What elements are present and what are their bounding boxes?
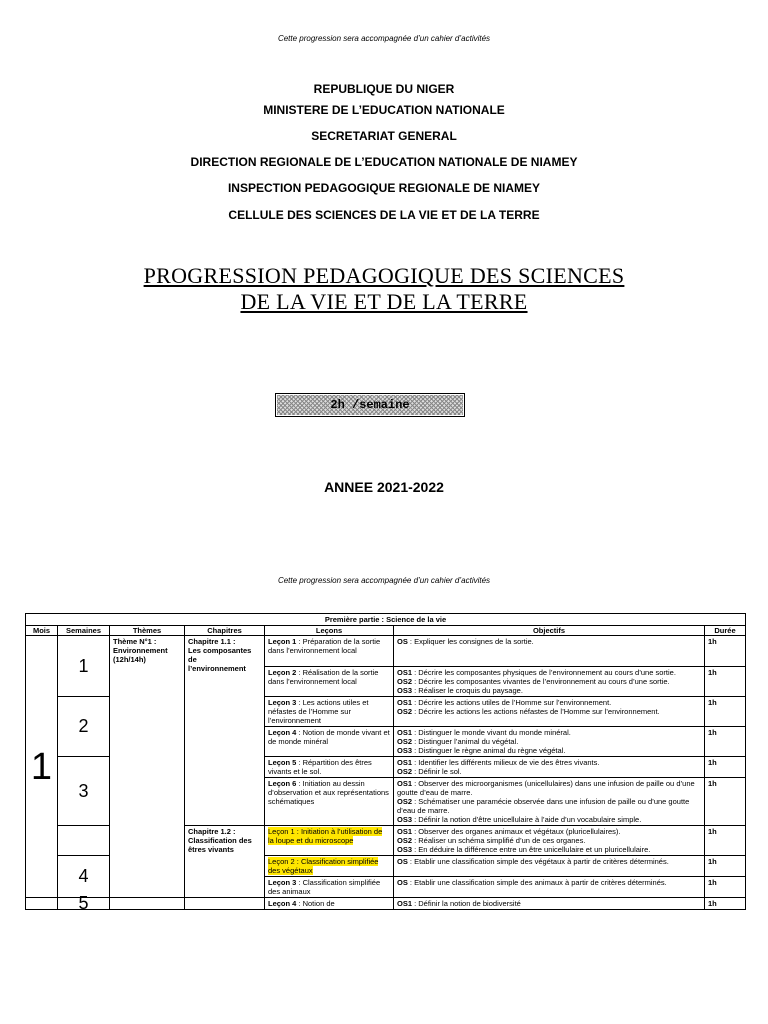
chapter-label: Chapitre 1.2 : [188, 827, 236, 836]
header-inspection: INSPECTION PEDAGOGIQUE REGIONALE DE NIAMEY [227, 181, 541, 195]
chapter-name-cont: l’environnement [188, 664, 246, 673]
chapter-cell-empty [185, 898, 265, 910]
lesson-cell: Leçon 3 : Les actions utiles et néfastes de l’Homme sur l’environnement [265, 697, 394, 727]
objectives-cell: OS1 : Décrire les actions utiles de l’Homme sur l’environnement. OS2 : Décrire les actions les actions néfastes de l’Homme sur l’environnement. [394, 697, 705, 727]
theme-hours: (12h/14h) [113, 655, 146, 664]
lesson-cell: Leçon 4 : Notion de [265, 898, 394, 910]
hours-per-week-box [275, 393, 465, 417]
lesson-cell: Leçon 1 : Préparation de la sortie dans l’environnement local [265, 636, 394, 667]
objectives-cell: OS1 : Distinguer le monde vivant du monde minéral. OS2 : Distinguer l’animal du végétal. OS3 : Distinguer le règne animal du règne végétal. [394, 727, 705, 757]
week-cell: 3 [58, 757, 110, 826]
week-cell-empty [58, 826, 110, 856]
chapter-cell [185, 636, 265, 697]
objectives-cell: OS : Etablir une classification simple des végétaux à partir de critères déterminés. [394, 856, 705, 877]
objectives-cell: OS1 : Observer des microorganismes (unicellulaires) dans une infusion de paille ou d’une goutte d’eau de marre. OS2 : Schématiser une paramécie observée dans une infusion de paille ou d’une goutte d’eau de marre. OS3 : Définir la notion d’être unicellulaire à l’aide d’un vocabulaire simple. [394, 778, 705, 826]
chapter-name: Les composantes de [188, 646, 252, 664]
objectives-cell: OS1 : Décrire les composantes physiques de l’environnement au cours d’une sortie. OS2 : Décrire les composantes vivantes de l’environnement au cours d’une sortie. OS3 : Réaliser le croquis du paysage. [394, 667, 705, 697]
col-header-themes: Thèmes [110, 626, 185, 636]
lesson-cell: Leçon 6 : Initiation au dessin d’observation et aux représentations schématiques [265, 778, 394, 826]
lesson-cell: Leçon 4 : Notion de monde vivant et de monde minéral [265, 727, 394, 757]
duration-cell: 1h [705, 778, 746, 826]
lesson-cell [265, 826, 394, 856]
objectives-cell: OS : Expliquer les consignes de la sortie. [394, 636, 705, 667]
duration-cell: 1h [705, 826, 746, 856]
document-title-line1: PROGRESSION PEDAGOGIQUE DES SCIENCES [143, 263, 625, 288]
activity-note-top: Cette progression sera accompagnée d’un cahier d’activités [277, 34, 491, 43]
theme-name: Environnement [113, 646, 168, 655]
theme-cell [110, 636, 185, 898]
duration-cell: 1h [705, 697, 746, 727]
month-cell: 1 [26, 636, 58, 898]
chapter-cell-empty [185, 697, 265, 826]
duration-cell: 1h [705, 757, 746, 778]
lesson-cell: Leçon 5 : Répartition des êtres vivants et le sol. [265, 757, 394, 778]
objectives-cell: OS1 : Définir la notion de biodiversité [394, 898, 705, 910]
week-cell: 5 [58, 898, 110, 910]
duration-cell: 1h [705, 667, 746, 697]
table-row [26, 898, 746, 910]
lesson-cell: Leçon 3 : Classification simplifiée des animaux [265, 877, 394, 898]
duration-cell: 1h [705, 856, 746, 877]
chapter-cell [185, 826, 265, 898]
document-title-line2: DE LA VIE ET DE LA TERRE [240, 289, 528, 314]
objectives-cell: OS : Etablir une classification simple des animaux à partir de critères déterminés. [394, 877, 705, 898]
header-secretariat: SECRETARIAT GENERAL [311, 129, 457, 143]
month-cell-empty [26, 898, 58, 910]
progression-table [25, 613, 746, 913]
chapter-name: Classification des êtres vivants [188, 836, 252, 854]
highlighted-lesson: Leçon 1 : Initiation à l’utilisation de la loupe et du microscope [268, 827, 383, 845]
table-row [26, 636, 746, 667]
chapter-label: Chapitre 1.1 : [188, 637, 236, 646]
week-cell: 2 [58, 697, 110, 757]
week-cell: 1 [58, 636, 110, 697]
week-cell: 4 [58, 856, 110, 898]
duration-cell: 1h [705, 898, 746, 910]
table-header-row [26, 626, 746, 636]
col-header-chapitres: Chapitres [185, 626, 265, 636]
lesson-cell [265, 856, 394, 877]
header-ministry: MINISTERE DE L’EDUCATION NATIONALE [263, 103, 505, 117]
duration-cell: 1h [705, 877, 746, 898]
header-direction: DIRECTION REGIONALE DE L’EDUCATION NATIONALE DE NIAMEY [190, 155, 578, 169]
hours-per-week-label: 2h /semaine [277, 395, 463, 415]
theme-label: Thème N°1 : [113, 637, 157, 646]
objectives-cell: OS1 : Observer des organes animaux et végétaux (pluricellulaires). OS2 : Réaliser un schéma simplifié d’un de ces organes. OS3 : En déduire la différence entre un être unicellulaire et un pluricellulaire. [394, 826, 705, 856]
duration-cell: 1h [705, 636, 746, 667]
school-year: ANNEE 2021-2022 [324, 479, 444, 495]
col-header-objectifs: Objectifs [394, 626, 705, 636]
highlighted-lesson: Leçon 2 : Classification simplifiée des végétaux [268, 857, 379, 875]
col-header-lecons: Leçons [265, 626, 394, 636]
section-title: Première partie : Science de la vie [26, 614, 746, 626]
header-country: REPUBLIQUE DU NIGER [313, 82, 455, 96]
col-header-mois: Mois [26, 626, 58, 636]
activity-note-middle: Cette progression sera accompagnée d’un cahier d’activités [277, 576, 491, 585]
col-header-semaines: Semaines [58, 626, 110, 636]
header-cell: CELLULE DES SCIENCES DE LA VIE ET DE LA TERRE [228, 208, 540, 222]
col-header-duree: Durée [705, 626, 746, 636]
objectives-cell: OS1 : Identifier les différents milieux de vie des êtres vivants. OS2 : Définir le sol. [394, 757, 705, 778]
lesson-cell: Leçon 2 : Réalisation de la sortie dans l’environnement local [265, 667, 394, 697]
duration-cell: 1h [705, 727, 746, 757]
theme-cell-empty [110, 898, 185, 910]
